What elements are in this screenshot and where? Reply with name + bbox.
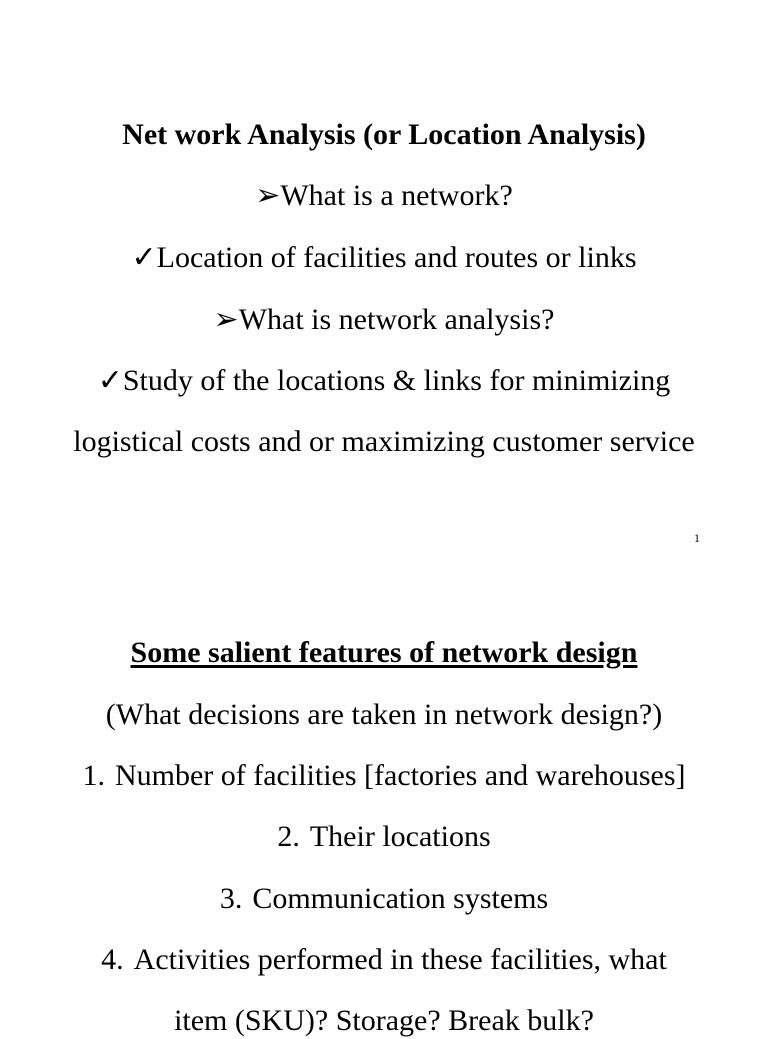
bullet-item xyxy=(0,178,768,214)
item-text: Activities performed in these facilities, what xyxy=(133,943,667,976)
arrow-bullet-icon: ➢ xyxy=(255,179,281,212)
checkmark-bullet-icon: ✓ xyxy=(97,364,123,397)
slide-1-title: Net work Analysis (or Location Analysis) xyxy=(122,118,646,151)
numbered-item xyxy=(0,881,768,917)
checkmark-bullet-icon: ✓ xyxy=(131,241,157,274)
item-number: 1. xyxy=(82,759,105,792)
bullet-text: Study of the locations & links for minimizing xyxy=(122,364,671,397)
item-number: 3. xyxy=(219,882,243,915)
item-text: Number of facilities [factories and warehouses] xyxy=(114,759,686,792)
numbered-item xyxy=(0,758,768,794)
slide-2-subtitle: (What decisions are taken in network design?) xyxy=(105,698,663,731)
bullet-text: What is a network? xyxy=(280,179,513,212)
arrow-bullet-icon: ➢ xyxy=(213,303,239,336)
item-continuation: item (SKU)? Storage? Break bulk? xyxy=(174,1004,594,1037)
bullet-item xyxy=(0,302,768,338)
bullet-item xyxy=(0,363,768,399)
numbered-item xyxy=(0,819,768,855)
bullet-text: What is network analysis? xyxy=(238,303,555,336)
bullet-continuation: logistical costs and or maximizing customer service xyxy=(73,425,695,458)
item-text: Their locations xyxy=(309,820,491,853)
bullet-item xyxy=(0,240,768,276)
item-number: 2. xyxy=(277,820,300,853)
item-text: Communication systems xyxy=(252,882,549,915)
item-number: 4. xyxy=(101,943,124,976)
page-number: 1 xyxy=(694,531,700,545)
bullet-text: Location of facilities and routes or links xyxy=(156,241,637,274)
slide-2-title: Some salient features of network design xyxy=(130,636,638,669)
numbered-item xyxy=(0,942,768,978)
